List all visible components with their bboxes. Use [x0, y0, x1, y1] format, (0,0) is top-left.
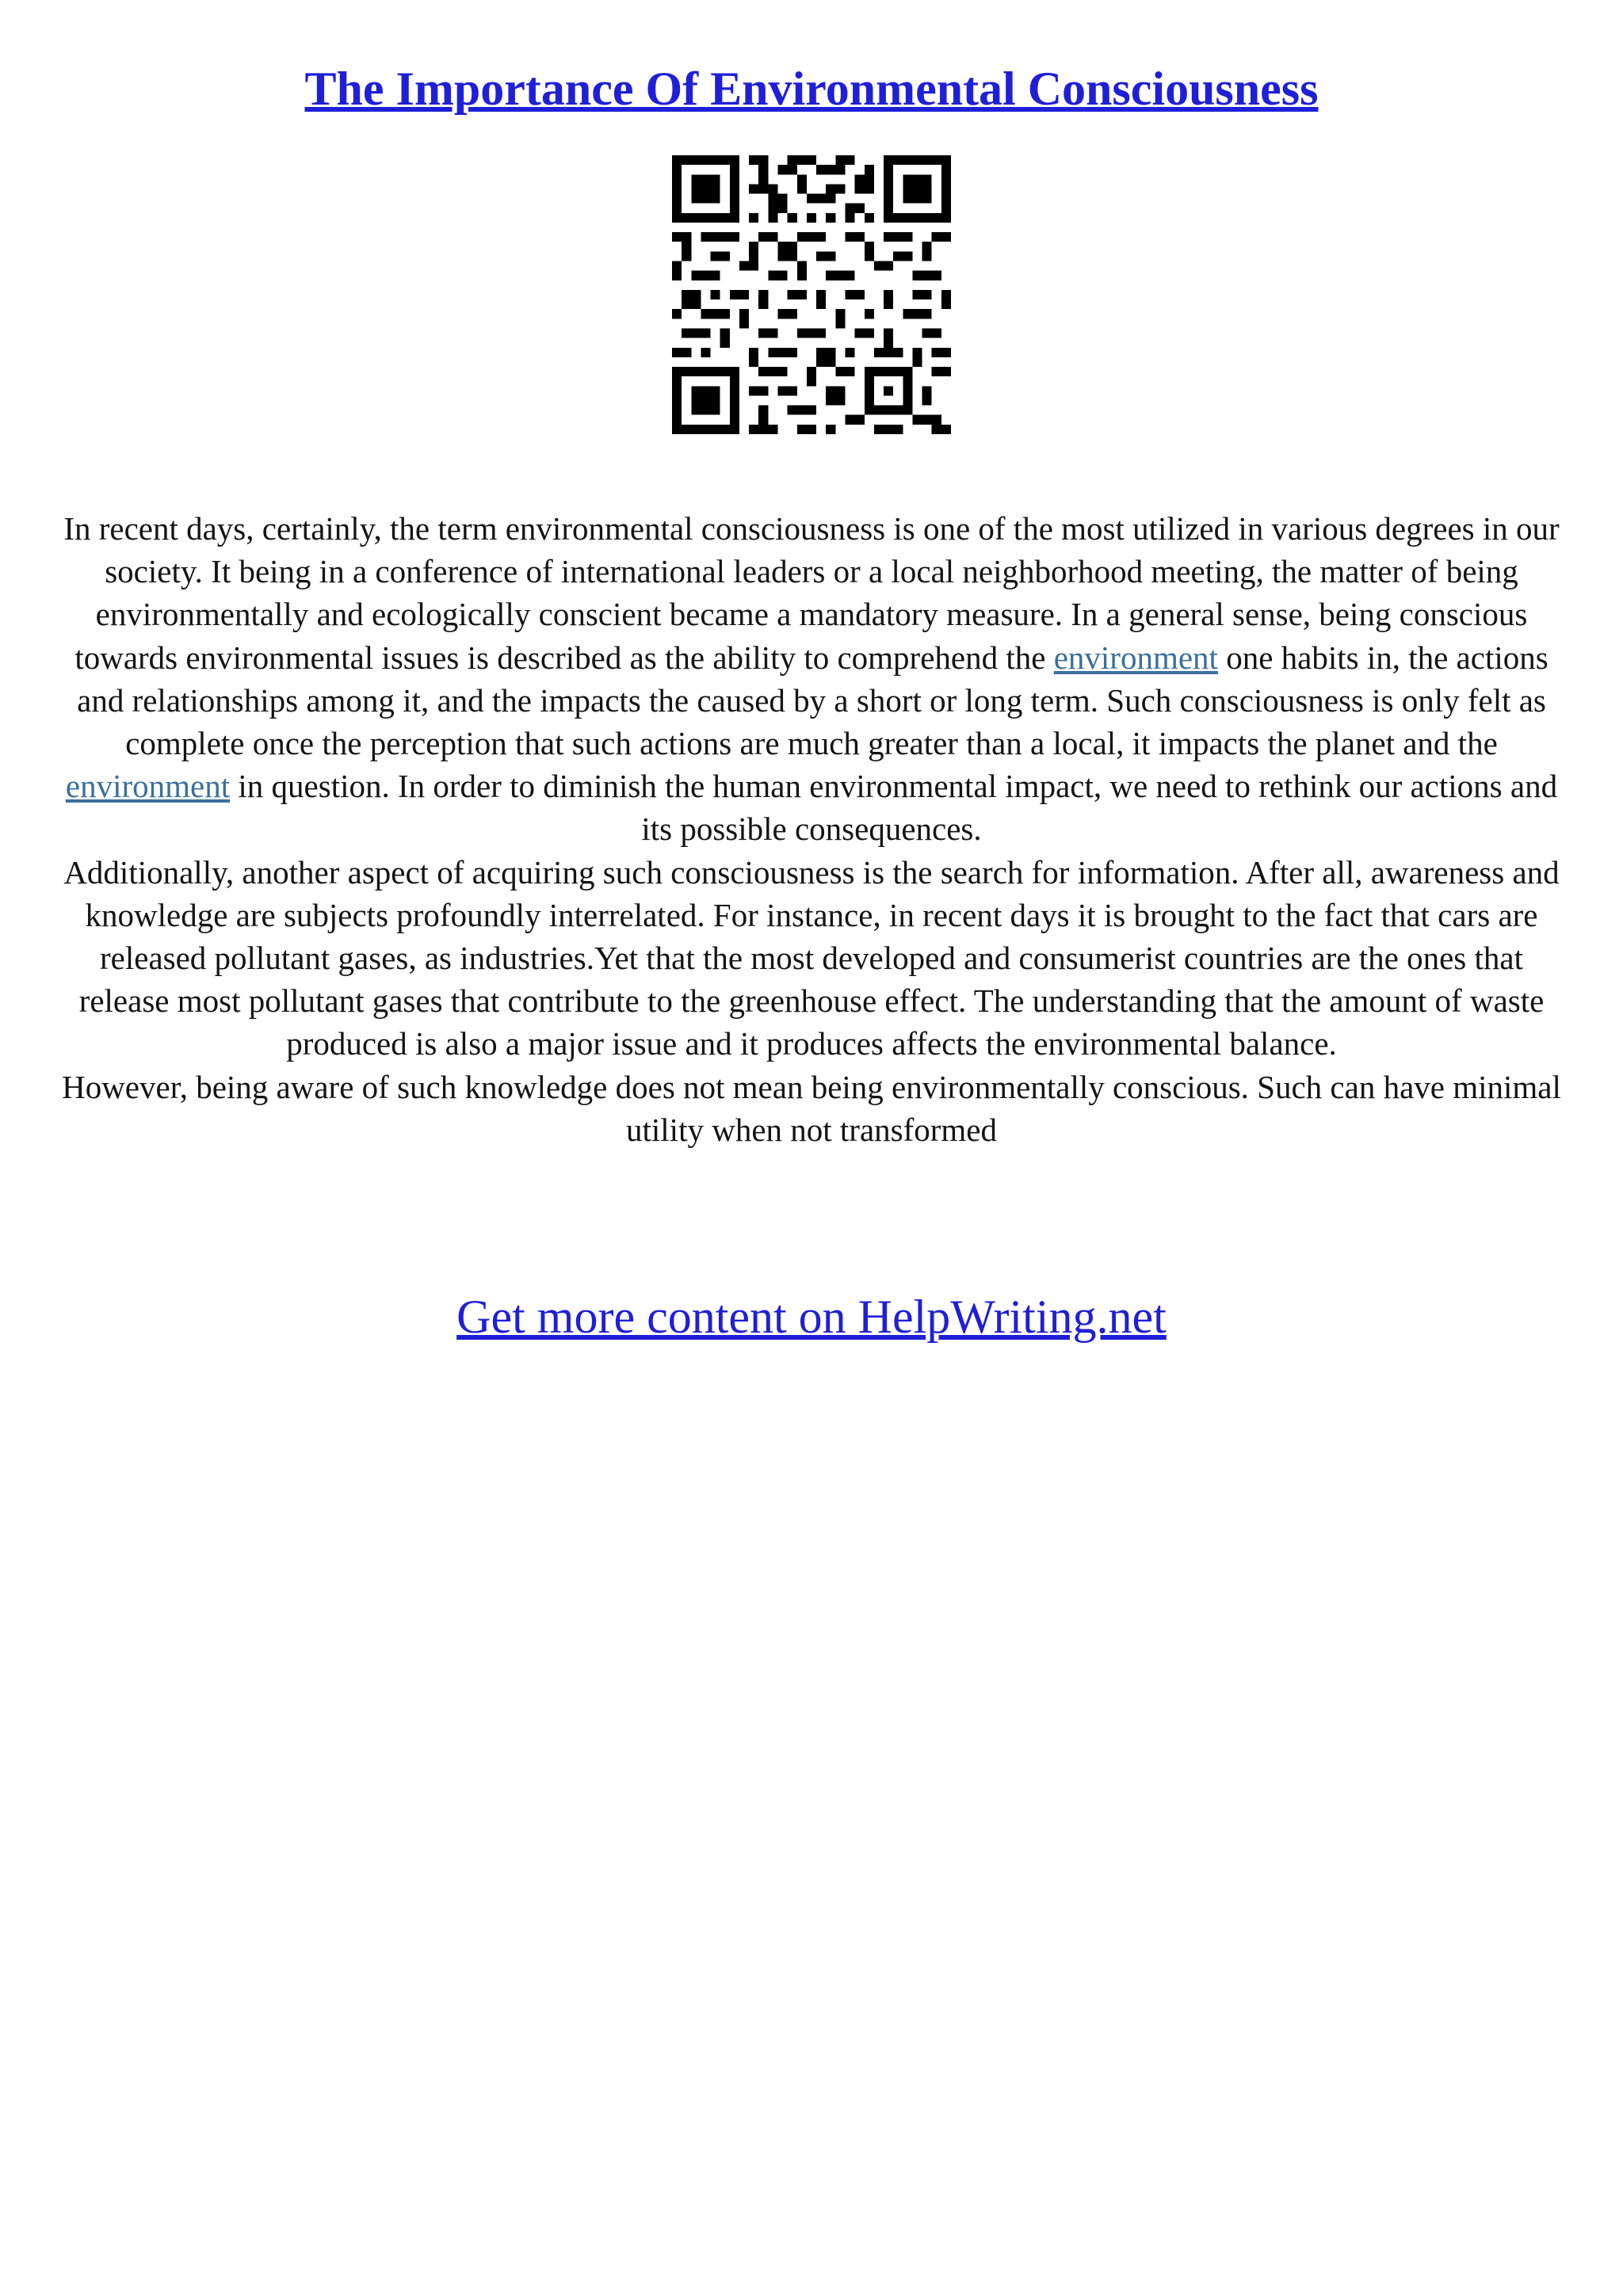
- essay-body: [59, 507, 1564, 1151]
- paragraph-3: However, being aware of such knowledge does not mean being environmentally conscious. Such can have minimal utility when not transformed: [62, 1068, 1561, 1148]
- paragraph-2: Additionally, another aspect of acquiring such consciousness is the search for information. After all, awareness and knowledge are subjects profoundly interrelated. For instance, in recent days it is brought to the fact that cars are released pollutant gases, as industries.Yet that the most developed and consumerist countries are the ones that release most pollutant gases that contribute to the greenhouse effect. The understanding that the amount of waste produced is also a major issue and it produces affects the environmental balance.: [63, 853, 1560, 1062]
- more-content-section: [0, 1285, 1623, 1348]
- document-title: [0, 55, 1623, 122]
- environment-link-2[interactable]: environment: [65, 768, 231, 805]
- paragraph-1-part-2: one habits in, the actions and relationships among it, and the impacts the caused by a short or long term. Such consciousness is only felt as complete once the perception that such actions are much greater than a local, it impacts the planet and the: [77, 639, 1549, 762]
- paragraph-1-part-1: In recent days, certainly, the term environmental consciousness is one of the most utilized in various degrees in our society. It being in a conference of international leaders or a local neighborhood meeting, the matter of being environmentally and ecologically conscient became a mandatory measure. In a general sense, being conscious towards environmental issues is described as the ability to comprehend the: [63, 510, 1560, 676]
- qr-code-icon: [672, 155, 951, 434]
- paragraph-1-part-3: in question. In order to diminish the human environmental impact, we need to rethink our actions and its possible consequences.: [230, 768, 1558, 848]
- more-content-link[interactable]: Get more content on HelpWriting.net: [456, 1291, 1167, 1343]
- environment-link-1[interactable]: environment: [1053, 639, 1218, 676]
- title-link[interactable]: The Importance Of Environmental Consciousness: [304, 63, 1319, 115]
- paragraph-1: [59, 507, 1564, 851]
